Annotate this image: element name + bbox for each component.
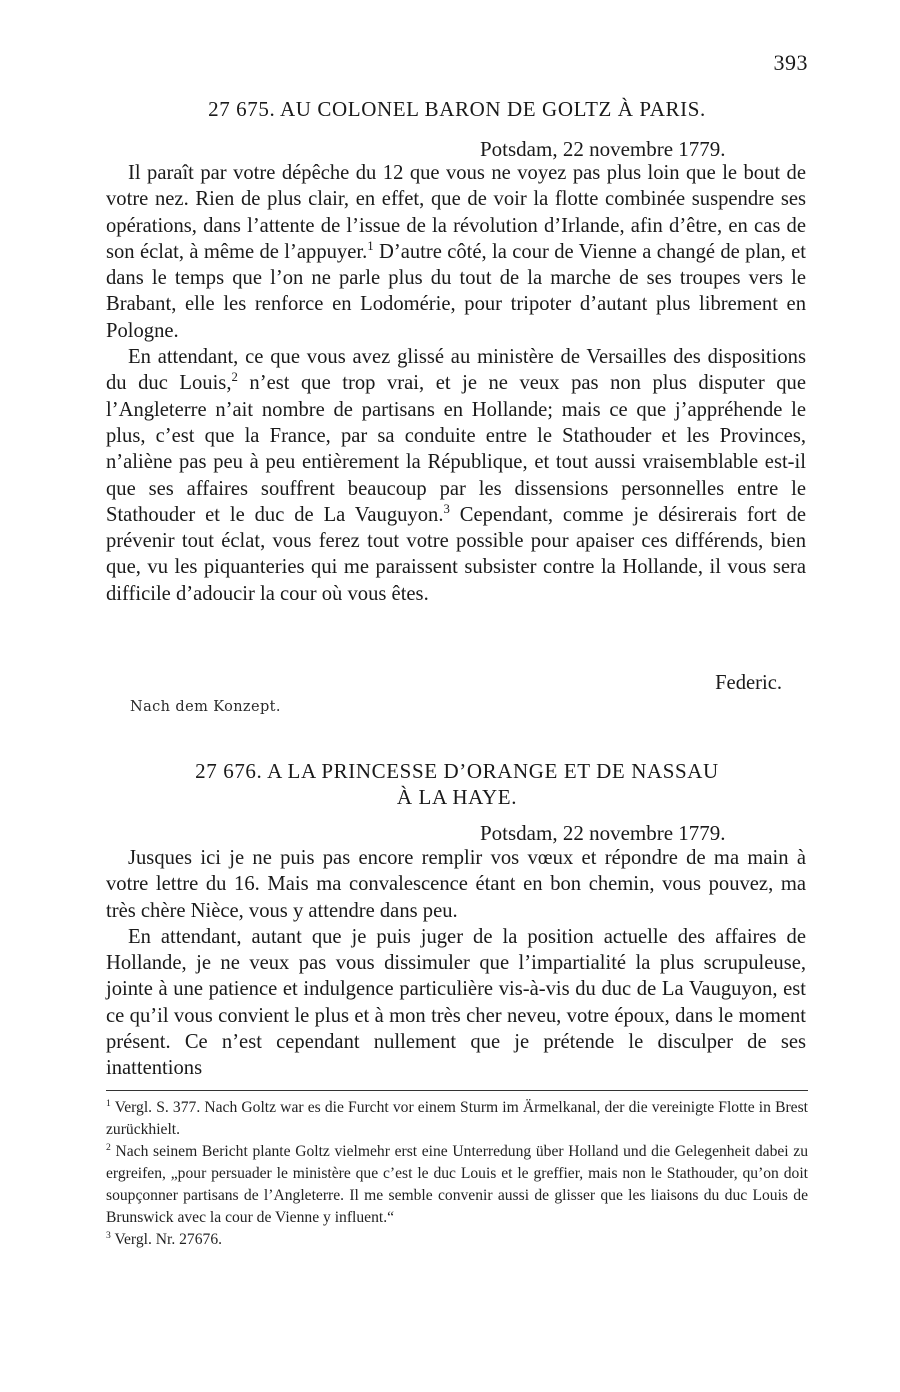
footnotes: [106, 1097, 808, 1251]
paragraph: Jusques ici je ne puis pas encore remplir vos vœux et répondre de ma main à votre lettre du 16. Mais ma convalescence étant en bon chemin, vous pouvez, ma très chère Nièce, vous y attendre dans peu.: [106, 847, 806, 922]
footnote: $^3$ Vergl. Nr. 27676.: [106, 1229, 223, 1248]
letter-heading: 27 675. AU COLONEL BARON DE GOLTZ À PARIS.: [208, 97, 706, 121]
heading-line: À LA HAYE.: [396, 785, 518, 809]
letter-body: [106, 845, 806, 1082]
paragraph: En attendant, ce que vous avez glissé au ministère de Versailles des dispositions du duc Louis,$^2$ n’est que trop vrai, et je ne veux pas non plus disputer que l’Angleterre n’ait nombre de partisans en Hollande; mais ce que j’appréhende le plus, c’est que la France, par sa conduite entre le Stathouder et les Provinces, n’aliène pas peu à peu entièrement la République, et tout aussi vraisemblable est-il que ses affaires souffrent beaucoup par les dissensions personnelles entre le Stathouder et le duc de La Vauguyon.$^3$ Cependant, comme je désirerais fort de prévenir tout éclat, vous ferez tout votre possible pour apaiser ces différends, bien que, vu les piquanteries qui me paraissent subsister contre la Hollande, il vous sera difficile d’adoucir la cour où vous êtes.: [106, 346, 806, 605]
paragraph: Il paraît par votre dépêche du 12 que vous ne voyez pas plus loin que le bout de votre nez. Rien de plus clair, en effet, que de voir la flotte combinée suspendre ses opérations, dans l’attente de l’issue de la révolution d’Irlande, afin d’être, en cas de son éclat, à même de l’appuyer.$^1$ D’autre côté, la cour de Vienne a changé de plan, et dans le temps que l’on ne parle plus du tout de la marche de ses troupes vers le Brabant, elle les renforce en Lodomérie, pour tripoter d’autant plus librement en Pologne.: [106, 162, 806, 342]
paragraph: En attendant, autant que je puis juger de la position actuelle des affaires de Hollande, je ne veux pas vous dissimuler que l’impartialité la plus scrupuleuse, jointe à une patience et indulgence particulière vis-à-vis du duc de La Vauguyon, est ce qu’il vous convient le plus et à mon très cher neveu, votre époux, dans le moment présent. Ce n’est cependant nullement que je prétende le disculper de ses inattentions: [106, 925, 806, 1080]
footnote-ref: 2: [231, 370, 238, 385]
footnote-ref: 3: [443, 502, 450, 516]
page-number: 393: [773, 50, 808, 75]
footnote-mark: 3: [106, 1229, 111, 1241]
letter-heading: [106, 758, 808, 810]
letter-dateline: Potsdam, 22 novembre 1779.: [480, 137, 726, 161]
footnote: $^2$ Nach seinem Bericht plante Goltz vielmehr erst eine Unterredung über Holland und die Gelegenheit dabei zu ergreifen, „pour persuader le ministère que c’est le duc Louis et le greffier, mais non le Stathouder, qu’on doit soupçonner partisans de l’Angleterre. Il me semble convenir aussi de glisser que les liaisons du duc Louis de Brunswick avec la cour de Vienne y influent.“: [106, 1141, 808, 1226]
letter-body: [106, 160, 806, 607]
footnote-ref: 1: [367, 239, 374, 254]
footnote-mark: 2: [106, 1141, 111, 1153]
letter-dateline: Potsdam, 22 novembre 1779.: [480, 821, 726, 845]
source-note: Nach dem Konzept.: [130, 699, 281, 715]
footnote-mark: 1: [106, 1097, 111, 1109]
heading-line: 27 676. A LA PRINCESSE D’ORANGE ET DE NASSAU: [195, 759, 719, 783]
signature: Federic.: [715, 672, 782, 694]
footnote-divider: [106, 1090, 808, 1091]
footnote: $^1$ Vergl. S. 377. Nach Goltz war es die Furcht vor einem Sturm im Ärmelkanal, der die vereinigte Flotte in Brest zurückhielt.: [106, 1097, 808, 1138]
